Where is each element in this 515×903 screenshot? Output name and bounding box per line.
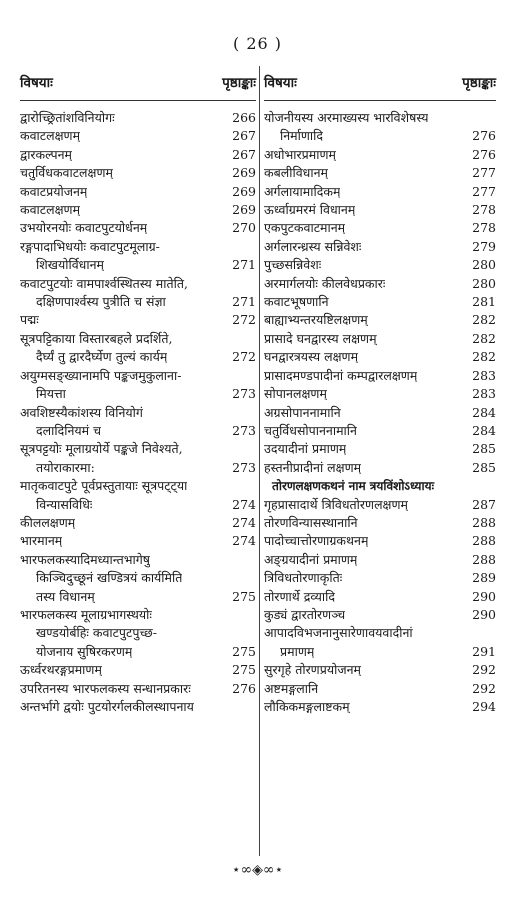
toc-entry[interactable] <box>264 569 496 587</box>
entry-page-number: 285 <box>472 459 496 475</box>
toc-entry[interactable] <box>20 109 256 127</box>
entry-page-number: 275 <box>232 662 256 678</box>
right-entry-list <box>264 109 496 716</box>
entry-page-number: 292 <box>472 680 496 696</box>
toc-entry[interactable] <box>20 514 256 532</box>
toc-entry[interactable] <box>264 624 496 661</box>
entry-title: कवाटलक्षणम् <box>20 128 81 144</box>
entry-title: चतुर्विधसोपाननामानि <box>264 422 357 438</box>
entry-page-number: 278 <box>472 220 496 236</box>
entry-page-number: 279 <box>472 238 496 254</box>
entry-title: ऊर्ध्वाग्रमरमं विधानम् <box>264 202 356 218</box>
entry-page-number: 273 <box>232 422 256 438</box>
entry-page-number: 267 <box>232 146 256 162</box>
toc-entry[interactable] <box>20 127 256 145</box>
toc-entry[interactable] <box>264 404 496 422</box>
entry-title: अग्रसोपाननामानि <box>264 404 341 420</box>
entry-title: सोपानलक्षणम् <box>264 386 327 402</box>
column-divider <box>259 66 260 856</box>
toc-entry[interactable] <box>20 311 256 329</box>
toc-entry[interactable] <box>264 551 496 569</box>
entry-page-number: 270 <box>232 220 256 236</box>
entry-page-number: 282 <box>472 312 496 328</box>
toc-entry[interactable] <box>20 275 256 312</box>
entry-page-number: 282 <box>472 349 496 365</box>
entry-title: अरमार्गलयोः कीलवेधप्रकारः <box>264 275 386 291</box>
entry-title: दैर्घ्यं तु द्वारदैर्घ्येण तुल्यं कार्यम् <box>36 349 168 365</box>
footer-ornament: ⋆∞◈∞⋆ <box>231 862 284 878</box>
subject-heading: विषयाः <box>20 75 53 91</box>
toc-entry[interactable] <box>20 551 256 606</box>
entry-title: पादोच्चात्तोरणाग्रकथनम् <box>264 533 369 549</box>
page-number: ( 26 ) <box>232 34 282 53</box>
entry-page-number: 292 <box>472 662 496 678</box>
entry-title: पद्मः <box>20 312 39 328</box>
entry-title: शिखयोर्विधानम् <box>36 257 104 273</box>
toc-entry[interactable] <box>264 514 496 532</box>
toc-entry[interactable] <box>264 164 496 182</box>
entry-title: अन्तर्भागे द्वयोः पुटयोरर्गलकीलस्थापनाय <box>20 699 194 714</box>
entry-title: कवाटप्रयोजनम् <box>20 183 88 199</box>
toc-entry[interactable] <box>20 367 256 404</box>
entry-title: मियत्ता <box>36 386 66 402</box>
toc-entry[interactable] <box>264 367 496 385</box>
page-heading: पृष्ठाङ्काः <box>222 75 256 91</box>
entry-page-number: 281 <box>472 294 496 310</box>
toc-entry[interactable] <box>264 459 496 477</box>
entry-page-number: 287 <box>472 496 496 512</box>
entry-title: उपरितनस्य भारफलकस्य सन्धानप्रकारः <box>20 680 191 696</box>
toc-entry[interactable] <box>20 680 256 698</box>
toc-entry[interactable] <box>264 183 496 201</box>
entry-title: कीललक्षणम् <box>20 514 76 530</box>
entry-page-number: 267 <box>232 128 256 144</box>
subject-heading: विषयाः <box>264 75 297 91</box>
entry-page-number: 275 <box>232 643 256 659</box>
entry-title: खण्डयोर्बहिः कवाटपुटपुच्छ- <box>36 625 158 641</box>
entry-page-number: 269 <box>232 183 256 199</box>
toc-entry[interactable] <box>20 146 256 164</box>
entry-title: अधोभारप्रमाणम् <box>264 146 336 162</box>
entry-page-number: 282 <box>472 330 496 346</box>
toc-entry[interactable] <box>264 109 496 146</box>
chapter-heading: तोरणलक्षणकथनं नाम त्रयविंशोऽध्यायः <box>272 479 434 494</box>
entry-title: तयोराकारमा: <box>36 459 95 475</box>
entry-title: उभयोरनयोः कवाटपुटयोर्धनम् <box>20 220 148 236</box>
entry-title: लौकिकमङ्गलाष्टकम् <box>264 699 350 714</box>
toc-entry[interactable] <box>20 164 256 182</box>
toc-entry[interactable] <box>264 238 496 256</box>
entry-page-number: 274 <box>232 514 256 530</box>
entry-title: दलादिनियमं च <box>36 422 102 438</box>
entry-title: चतुर्विधकवाटलक्षणम् <box>20 165 113 181</box>
toc-entry[interactable] <box>20 440 256 477</box>
entry-page-number: 294 <box>472 699 496 714</box>
entry-page-number: 276 <box>232 680 256 696</box>
entry-title: रङ्गपादाभिधयोः कवाटपुटमूलाग्र- <box>20 238 160 254</box>
right-column <box>264 70 496 716</box>
toc-entry[interactable] <box>20 183 256 201</box>
entry-page-number: 275 <box>232 588 256 604</box>
page-heading: पृष्ठाङ्काः <box>462 75 496 91</box>
entry-title: अवशिष्टस्यैकांशस्य विनियोगं <box>20 404 143 420</box>
entry-title: भारमानम् <box>20 533 63 549</box>
entry-page-number: 277 <box>472 183 496 199</box>
toc-entry[interactable] <box>264 588 496 606</box>
entry-title: अङ्ग्रयादीनां प्रमाणम् <box>264 551 358 567</box>
entry-page-number: 290 <box>472 606 496 622</box>
entry-title: द्वारकल्पनम् <box>20 146 73 162</box>
entry-page-number: 283 <box>472 386 496 402</box>
entry-title: अष्टमङ्गलानि <box>264 680 319 696</box>
entry-title: गृहप्रासादार्थे त्रिविधतोरणलक्षणम् <box>264 496 409 512</box>
entry-title: कुड्यं द्वारतोरणञ्च <box>264 606 346 622</box>
entry-title: उदयादीनां प्रमाणम् <box>264 441 347 457</box>
entry-title: प्रासादमण्डपादीनां कम्पद्वारलक्षणम् <box>264 367 418 383</box>
entry-title: मातृकवाटपुटे पूर्वप्रस्तुतायाः सूत्रपट्ट्या <box>20 478 188 494</box>
entry-title: विन्यासविधिः <box>36 496 93 512</box>
entry-page-number: 288 <box>472 533 496 549</box>
entry-title: प्रासादे घनद्वारस्य लक्षणम् <box>264 330 377 346</box>
header-rule <box>264 100 496 101</box>
entry-title: सूत्रपट्टिकाया विस्तारबहले प्रदर्शिते, <box>20 330 173 346</box>
entry-page-number: 288 <box>472 514 496 530</box>
entry-title: भारफलकस्य मूलाग्रभागस्थयोः <box>20 606 152 622</box>
entry-title: अर्गलायामादिकम् <box>264 183 341 199</box>
toc-entry[interactable] <box>264 385 496 403</box>
toc-entry[interactable] <box>264 275 496 293</box>
left-column <box>20 70 256 716</box>
entry-page-number: 269 <box>232 202 256 218</box>
toc-entry[interactable] <box>264 256 496 274</box>
entry-title: पुच्छसन्निवेशः <box>264 257 322 273</box>
entry-title: सुरगृहे तोरणप्रयोजनम् <box>264 662 362 678</box>
entry-page-number: 283 <box>472 367 496 383</box>
entry-title: त्रिविधतोरणाकृतिः <box>264 570 343 586</box>
toc-entry[interactable] <box>264 219 496 237</box>
toc-entry[interactable] <box>20 477 256 514</box>
entry-title: दक्षिणपार्श्वस्य पुत्रीति च संज्ञा <box>36 294 166 310</box>
entry-page-number: 274 <box>232 496 256 512</box>
entry-title: कवाटभूषणानि <box>264 294 329 310</box>
entry-title: ऊर्ध्वरथरङ्गप्रमाणम् <box>20 662 102 678</box>
toc-entry[interactable] <box>264 661 496 679</box>
entry-title: तोरणार्थे द्रव्यादि <box>264 588 335 604</box>
toc-entry[interactable] <box>20 698 256 716</box>
header-rule <box>20 100 256 101</box>
entry-title: कवाटपुटयोः वामपार्श्वस्थितस्य मातेति, <box>20 275 188 291</box>
entry-page-number: 290 <box>472 588 496 604</box>
toc-entry[interactable] <box>264 201 496 219</box>
entry-page-number: 269 <box>232 165 256 181</box>
entry-page-number: 273 <box>232 386 256 402</box>
entry-title: कबलीविधानम् <box>264 165 328 181</box>
left-entry-list <box>20 109 256 716</box>
left-column-header <box>20 70 256 96</box>
toc-entry[interactable] <box>264 698 496 716</box>
entry-page-number: 273 <box>232 459 256 475</box>
toc-entry[interactable] <box>20 238 256 275</box>
toc-entry[interactable] <box>264 330 496 348</box>
entry-page-number: 291 <box>472 643 496 659</box>
toc-entry[interactable] <box>20 661 256 679</box>
entry-title: द्वारोच्छ्रितांशविनियोगः <box>20 110 115 125</box>
entry-title: भारफलकस्यादिमध्यान्तभागेषु <box>20 551 151 567</box>
entry-title: कवाटलक्षणम् <box>20 202 81 218</box>
entry-page-number: 276 <box>472 128 496 144</box>
toc-entry[interactable] <box>20 219 256 237</box>
toc-entry[interactable] <box>20 404 256 441</box>
right-column-header <box>264 70 496 96</box>
entry-page-number: 288 <box>472 551 496 567</box>
entry-title: अर्गलारन्ध्रस्य सन्निवेशः <box>264 238 362 254</box>
entry-page-number: 272 <box>232 349 256 365</box>
entry-page-number: 280 <box>472 257 496 273</box>
entry-title: आपादविभजनानुसारेणावयवादीनां <box>264 625 413 641</box>
entry-page-number: 274 <box>232 533 256 549</box>
entry-page-number: 284 <box>472 422 496 438</box>
entry-page-number: 271 <box>232 257 256 273</box>
toc-entry[interactable] <box>264 146 496 164</box>
entry-page-number: 280 <box>472 275 496 291</box>
entry-page-number: 277 <box>472 165 496 181</box>
entry-title: तोरणविन्यासस्थानानि <box>264 514 358 530</box>
toc-entry[interactable] <box>264 532 496 550</box>
entry-title: सूत्रपट्टयोः मूलाग्रयोर्ये पङ्कजे निवेश्यते, <box>20 441 183 457</box>
entry-title: अयुग्मसङ्ख्यानामपि पङ्कजमुकुलाना- <box>20 367 182 383</box>
entry-page-number: 284 <box>472 404 496 420</box>
toc-entry[interactable] <box>264 311 496 329</box>
toc-entry[interactable] <box>20 606 256 661</box>
toc-entry[interactable] <box>264 680 496 698</box>
entry-page-number: 278 <box>472 202 496 218</box>
toc-entry[interactable] <box>264 348 496 366</box>
entry-title: योजनीयस्य अरमाख्यस्य भारविशेषस्य <box>264 110 429 125</box>
entry-page-number: 289 <box>472 570 496 586</box>
entry-title: घनद्वारत्रयस्य लक्षणम् <box>264 349 359 365</box>
entry-title: हस्तनीप्रादीनां लक्षणम् <box>264 459 362 475</box>
entry-title: बाह्याभ्यन्तरयष्टिलक्षणम् <box>264 312 368 328</box>
toc-entry[interactable] <box>264 496 496 514</box>
toc-entry[interactable] <box>20 532 256 550</box>
entry-page-number: 276 <box>472 146 496 162</box>
toc-entry[interactable] <box>20 201 256 219</box>
toc-entry[interactable] <box>20 330 256 367</box>
entry-page-number: 272 <box>232 312 256 328</box>
entry-title: योजनाय सुषिरकरणम् <box>36 643 133 659</box>
toc-entry[interactable] <box>264 293 496 311</box>
entry-page-number: 285 <box>472 441 496 457</box>
entry-page-number: 271 <box>232 294 256 310</box>
toc-entry[interactable] <box>264 440 496 458</box>
toc-entry[interactable] <box>264 606 496 624</box>
entry-title: निर्माणादि <box>280 128 324 144</box>
entry-title: तस्य विधानम् <box>36 588 95 604</box>
entry-title: एकपुटकवाटमानम् <box>264 220 346 236</box>
entry-title: किञ्चिदुच्छूनं खण्डित्रयं कार्यमिति <box>36 570 183 586</box>
toc-entry[interactable] <box>264 422 496 440</box>
entry-title: प्रमाणम् <box>280 643 315 659</box>
entry-page-number: 266 <box>232 110 256 125</box>
